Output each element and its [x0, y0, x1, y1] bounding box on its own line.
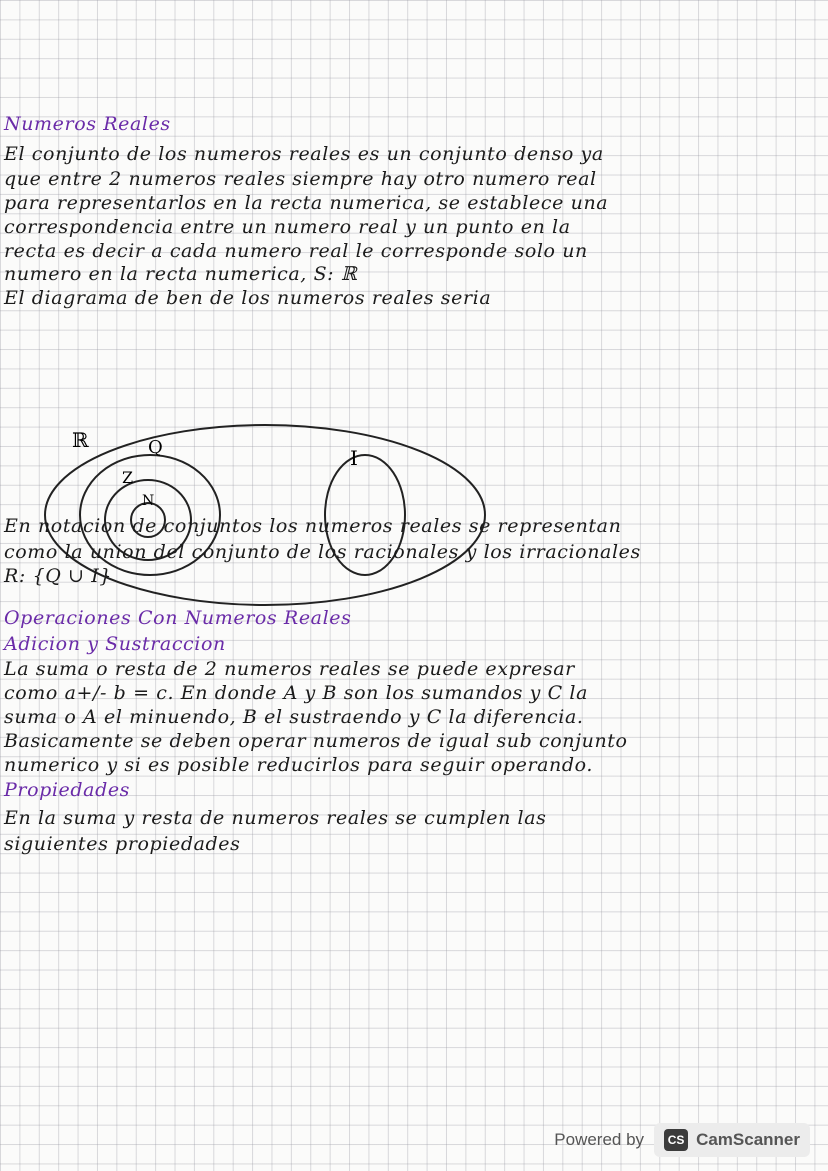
- diagram-intro: El diagrama de ben de los numeros reales seria: [4, 287, 492, 309]
- label-i: I: [350, 446, 358, 470]
- paragraph-line: como la union del conjunto de los racionales y los irracionales: [4, 541, 641, 563]
- paragraph-line: como a+/- b = c. En donde A y B son los sumandos y C la: [4, 682, 589, 704]
- paragraph-line: siguientes propiedades: [4, 833, 241, 855]
- section-subtitle-adicion: Adicion y Sustraccion: [4, 633, 226, 655]
- camscanner-footer: [554, 1120, 810, 1160]
- label-z: Z: [122, 468, 134, 487]
- set-notation-line: R: {Q ∪ I}: [4, 565, 113, 587]
- paragraph-line: para representarlos en la recta numerica, se establece una: [4, 192, 609, 214]
- paragraph-line: El conjunto de los numeros reales es un conjunto denso ya: [4, 143, 604, 165]
- title-numeros-reales: Numeros Reales: [4, 113, 171, 135]
- paragraph-line: recta es decir a cada numero real le corresponde solo un: [4, 240, 588, 262]
- paragraph-line: que entre 2 numeros reales siempre hay otro numero real: [4, 168, 597, 190]
- label-n: N: [142, 493, 155, 509]
- paragraph-line: suma o A el minuendo, B el sustraendo y C la diferencia.: [4, 706, 584, 728]
- label-q: Q: [148, 437, 163, 458]
- paragraph-line: La suma o resta de 2 numeros reales se puede expresar: [4, 658, 575, 680]
- section-title-propiedades: Propiedades: [4, 779, 131, 801]
- section-title-operaciones: Operaciones Con Numeros Reales: [4, 607, 352, 629]
- paragraph-line: Basicamente se deben operar numeros de igual sub conjunto: [4, 730, 628, 752]
- notebook-page: [0, 95, 828, 875]
- label-r: ℝ: [72, 428, 89, 452]
- paragraph-line: En notacion de conjuntos los numeros reales se representan: [4, 515, 622, 537]
- paragraph-line: correspondencia entre un numero real y un punto en la: [4, 216, 571, 238]
- camscanner-brand: CamScanner: [696, 1130, 800, 1149]
- powered-by-label: Powered by: [554, 1130, 645, 1149]
- camscanner-badge: [654, 1123, 810, 1157]
- camscanner-logo-icon: CS: [664, 1129, 688, 1151]
- paragraph-line: numero en la recta numerica, S: ℝ: [4, 263, 358, 285]
- paragraph-line: En la suma y resta de numeros reales se cumplen las: [4, 807, 547, 829]
- paragraph-line: numerico y si es posible reducirlos para seguir operando.: [4, 754, 594, 776]
